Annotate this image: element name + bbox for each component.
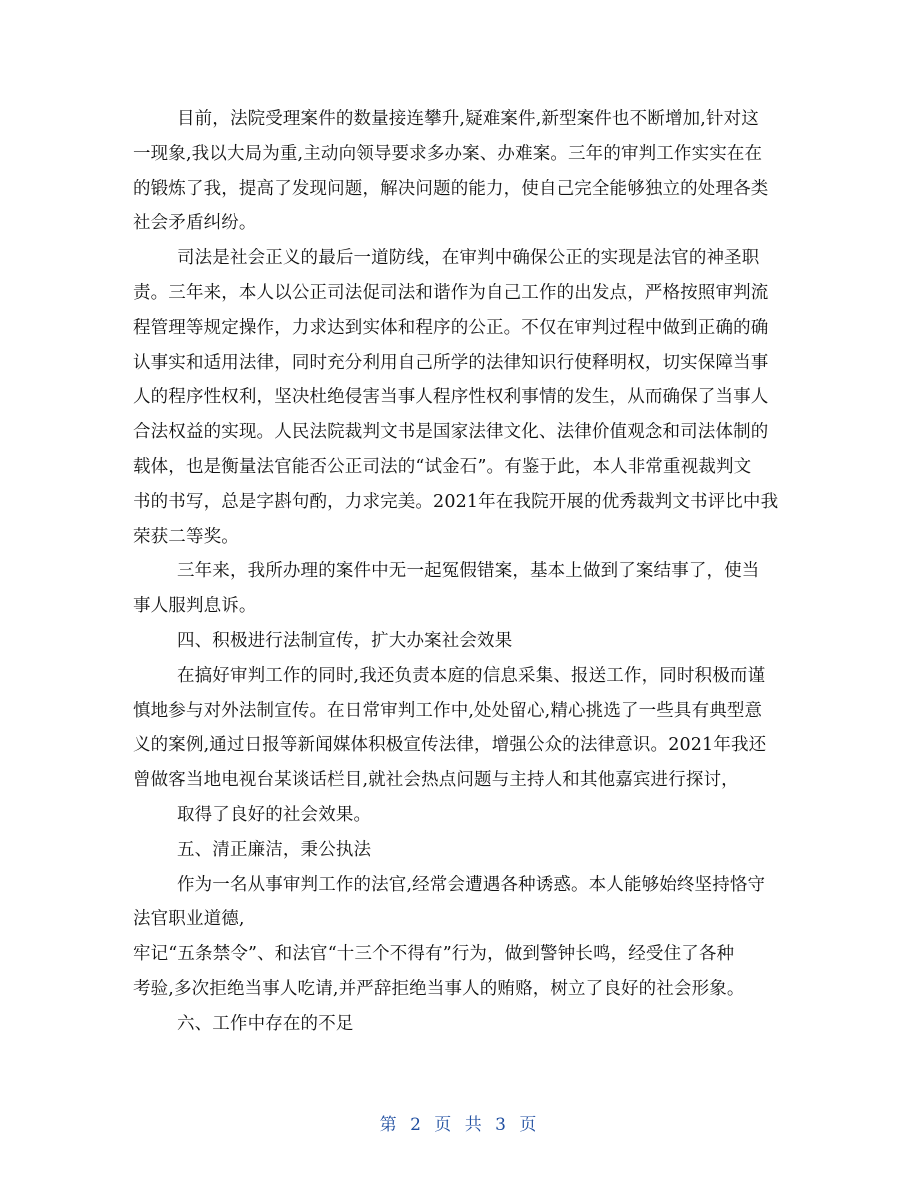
text-line: 曾做客当地电视台某谈话栏目,就社会热点问题与主持人和其他嘉宾进行探讨， xyxy=(133,770,739,791)
text-line: 一现象,我以大局为重,主动向领导要求多办案、办难案。三年的审判工作实实在在 xyxy=(133,143,763,164)
text-line: 书的书写，总是字斟句酌，力求完美。2021年在我院开展的优秀裁判文书评比中我 xyxy=(133,491,779,512)
body-text xyxy=(133,102,789,1042)
text-line: 目前，法院受理案件的数量接连攀升,疑难案件,新型案件也不断增加,针对这 xyxy=(177,109,759,129)
text-line: 认事实和适用法律，同时充分利用自己所学的法律知识行使释明权，切实保障当事 xyxy=(133,352,769,373)
text-line: 人的程序性权利，坚决杜绝侵害当事人程序性权利事情的发生，从而确保了当事人 xyxy=(133,387,769,408)
text-line: 牢记“五条禁令”、和法官“十三个不得有”行为，做到警钟长鸣，经受住了各种 xyxy=(133,944,735,965)
text-line: 程管理等规定操作，力求达到实体和程序的公正。不仅在审判过程中做到正确的确 xyxy=(133,317,769,338)
text-line: 取得了良好的社会效果。 xyxy=(177,804,372,825)
text-line: 六、工作中存在的不足 xyxy=(177,1013,354,1034)
text-line: 合法权益的实现。人民法院裁判文书是国家法律文化、法律价值观念和司法体制的 xyxy=(133,422,769,443)
text-line: 社会矛盾纠纷。 xyxy=(133,213,257,234)
text-line: 作为一名从事审判工作的法官,经常会遭遇各种诱惑。本人能够始终坚持恪守 xyxy=(177,874,766,895)
text-line: 慎地参与对外法制宣传。在日常审判工作中,处处留心,精心挑选了一些具有典型意 xyxy=(133,700,763,721)
text-line: 事人服判息诉。 xyxy=(133,596,257,617)
text-line: 责。三年来，本人以公正司法促司法和谐作为自己工作的出发点，严格按照审判流 xyxy=(133,282,769,303)
text-line: 荣获二等奖。 xyxy=(133,526,239,547)
text-line: 载体，也是衡量法官能否公正司法的“试金石”。有鉴于此，本人非常重视裁判文 xyxy=(133,456,752,477)
text-line: 三年来，我所办理的案件中无一起冤假错案，基本上做到了案结事了，使当 xyxy=(177,561,760,582)
text-line: 法官职业道德, xyxy=(133,909,245,930)
page-number-footer: 第 2 页 共 3 页 xyxy=(379,1115,541,1135)
text-line: 的锻炼了我，提高了发现问题，解决问题的能力，使自己完全能够独立的处理各类 xyxy=(133,178,769,199)
text-line: 四、积极进行法制宣传，扩大办案社会效果 xyxy=(177,630,513,651)
text-line: 考验,多次拒绝当事人吃请,并严辞拒绝当事人的贿赂，树立了良好的社会形象。 xyxy=(133,978,745,999)
text-line: 五、清正廉洁，秉公执法 xyxy=(177,839,372,860)
text-line: 司法是社会正义的最后一道防线，在审判中确保公正的实现是法官的神圣职 xyxy=(177,248,760,269)
text-line: 义的案例,通过日报等新闻媒体积极宣传法律，增强公众的法律意识。2021年我还 xyxy=(133,735,767,756)
text-line: 在搞好审判工作的同时,我还负责本庭的信息采集、报送工作，同时积极而谨 xyxy=(177,665,766,686)
